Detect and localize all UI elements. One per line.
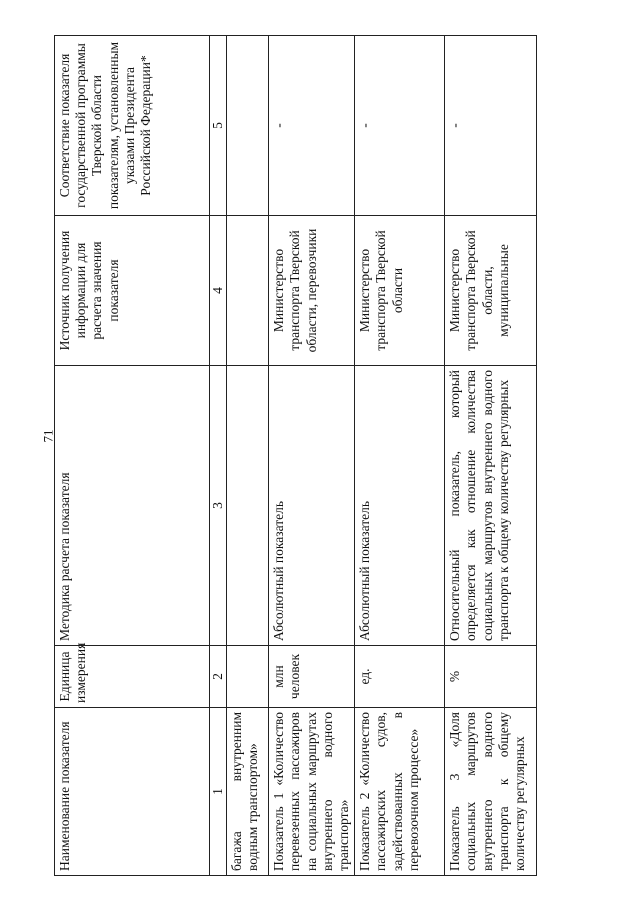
row-method: Относительный показатель, который определяется как отношение количества социальных маршрутов внутреннего водного транспорта к общему количеству регулярных [445, 366, 537, 646]
header-source: Источник получения информации для расчета значения показателя [55, 216, 210, 366]
table-row [445, 36, 537, 876]
row-name: Показатель 3 «Доля социальных маршрутов внутреннего водного транспорта к общему количеству регулярных [445, 708, 537, 876]
row-source: Министерство транспорта Тверской области, муниципальные [445, 216, 537, 366]
col-number: 4 [210, 216, 227, 366]
row-compliance [227, 36, 269, 216]
indicators-table [54, 35, 537, 876]
header-name: Наименование показателя [55, 708, 210, 876]
header-unit: Единица измерения [55, 646, 210, 708]
row-method: Абсолютный показатель [355, 366, 445, 646]
row-source [227, 216, 269, 366]
table-row [227, 36, 269, 876]
header-row [55, 36, 210, 876]
col-number: 5 [210, 36, 227, 216]
col-number: 1 [210, 708, 227, 876]
column-number-row [210, 36, 227, 876]
rotated-table-wrapper [54, 36, 592, 876]
row-unit: ед. [355, 646, 445, 708]
row-name: багажа внутренним водным транспортом» [227, 708, 269, 876]
header-compliance: Соответствие показателя государственной программы Тверской области показателям, установленным указами Президента Российской Федерации* [55, 36, 210, 216]
table-row [269, 36, 355, 876]
row-name: Показатель 1 «Количество перевезенных пассажиров на социальных маршрутах внутреннего водного транспорта» [269, 708, 355, 876]
header-method: Методика расчета показателя [55, 366, 210, 646]
row-unit [227, 646, 269, 708]
row-source: Министерство транспорта Тверской области [355, 216, 445, 366]
row-method [227, 366, 269, 646]
row-compliance: - [445, 36, 537, 216]
row-unit: % [445, 646, 537, 708]
col-number: 2 [210, 646, 227, 708]
row-unit: млн человек [269, 646, 355, 708]
row-source: Министерство транспорта Тверской области, перевозчики [269, 216, 355, 366]
row-compliance: - [355, 36, 445, 216]
row-name: Показатель 2 «Количество пассажирских судов, задействованных в перевозочном процессе» [355, 708, 445, 876]
col-number: 3 [210, 366, 227, 646]
row-method: Абсолютный показатель [269, 366, 355, 646]
table-row [355, 36, 445, 876]
row-compliance: - [269, 36, 355, 216]
page-number: 71 [40, 429, 56, 443]
